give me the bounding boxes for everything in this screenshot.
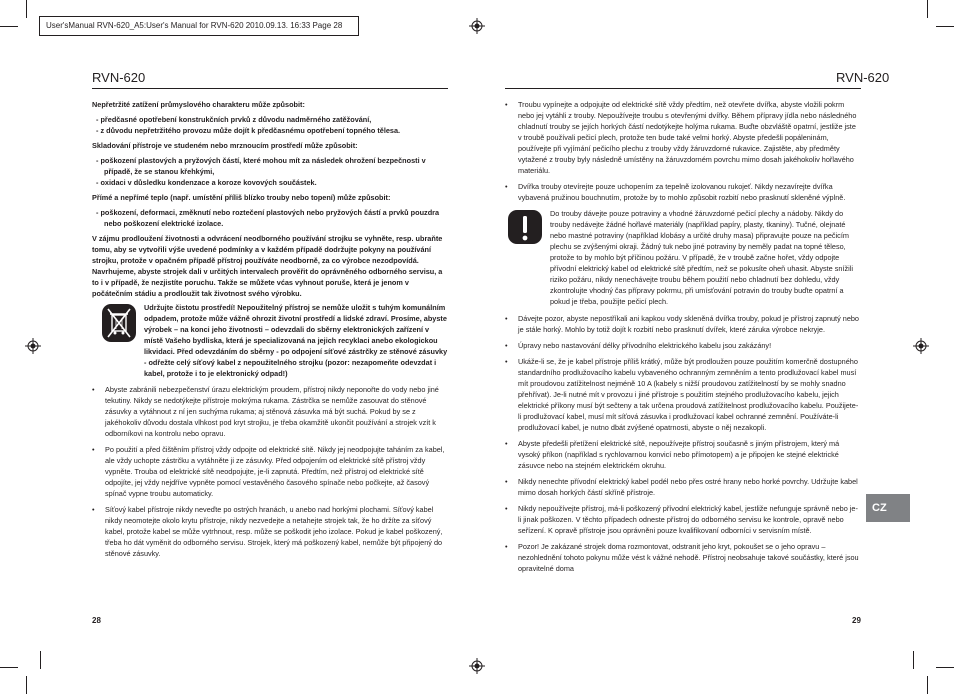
list-item: • Síťový kabel přístroje nikdy neveďte po ostrých hranách, u anebo nad horkými plochami. Síťový kabel nikdy neomotejte okolo krytu přístroje, nikdy nezvedejte a netahejte strojek tak, že ho držíte za síťový kabel, protože kabel se může vytrhnout, resp. může se poškodit jeho izolace. Pokud je kabel poškozený, třeba ho dát vyměnit do odborného servisu. Strojek, který má poškozený kabel, nemůže být připojený do stěnové zásuvky.	[92, 504, 448, 559]
file-info-header: User'sManual RVN-620_A5:User's Manual for RVN-620 2010.09.13. 16:33 Page 28	[39, 16, 359, 36]
registration-mark-icon	[469, 658, 485, 674]
p3-item: - poškození, deformaci, změknutí nebo roztečení plastových nebo pryžových částí a prvků pouzdra nebo poškození elektrické izolace.	[96, 208, 440, 228]
weee-note-text: Udržujte čistotu prostředí! Nepoužitelný přístroj se nemůže uložit s tuhým komunálním odpadem, protože může vážně ohrozit životní prostředí a lidské zdraví. Prosíme, abyste výrobek – na konci jeho životnosti – odevzdali do sběrny elektronických zařízení v místě Vašeho bydliska, která je specializovaná na jejich recyklaci anebo ekologickou likvidaci. Před odevzdáním do sběrny - po odpojení síťové zástrčky ze stěnové zásuvky - odřežte celý síťový kabel z nepoužitelného strojku (pozor: nezapomeňte odevzdat i kabel, protože i to je elektronický odpad!)	[144, 303, 448, 378]
crossed-bin-icon	[102, 302, 136, 344]
p3-title: Přímé a nepřímé teplo (např. umístění příliš blízko trouby nebo topení) může způsobit:	[92, 193, 391, 202]
crop-mark	[913, 651, 914, 669]
p1-item: - z důvodu nepřetržitého provozu může dojít k předčasnému opotřebení topného tělesa.	[96, 126, 401, 135]
crop-mark	[936, 26, 954, 27]
right-page-number: 29	[852, 616, 861, 625]
warning-note	[505, 208, 861, 307]
crop-mark	[936, 667, 954, 668]
registration-mark-icon	[469, 18, 485, 34]
list-item: • Ukáže-li se, že je kabel přístroje příliš krátký, může být prodloužen pouze použitím komerčně dostupného standardního prodlužovacího kabelu vybaveného ochranným zemněním a tento prodlužovací kabel musí mít proudovou zatížitelnost nejméně 10 A (kabely s nižší proudovou zatížitelností by se mohly snadno přehřívat). Je-li nutné mít v provozu i jiné přístroje s použitím stejného prodlužovacího kabelu, jejich elektrické příkony musí být sečteny a tak určena proudová zatížitelnost prodlužovacího kabelu. Použijete-li prodlužovací kabel, musí mít síťová zásuvka i prodlužovací kabel ochranné zemnění. Používáte-li prodlužovací kabel, je nutno dbát zvýšené opatrnosti, abyste o něj nezakopli.	[505, 356, 861, 433]
registration-mark-icon	[913, 338, 929, 354]
crop-mark	[26, 676, 27, 694]
p1-title: Nepřetržité zatížení průmyslového charakteru může způsobit:	[92, 100, 305, 109]
list-item: • Úpravy nebo nastavování délky přívodního elektrického kabelu jsou zakázány!	[505, 340, 861, 351]
p4-paragraph: V zájmu prodloužení životnosti a odvrácení neodborného používání strojku se vyhněte, resp. ubraňte tomu, aby se vytvořili výše uvedené podmínky a v každém případě dodržujte pokyny na používání strojku, protože v opačném případě přístroj používáte neodborně, za co výrobce nezodpovídá. Navrhujeme, abyste strojek dali v určitých intervalech prověřit do oprávněného odborného servisu, a to i v případě, že nezjistíte poruchu. Takže se můžete vćas vyhnout poruše, která je jenom v počátečním stádiu a prodloužit tak životnost svého výrobku.	[92, 234, 443, 298]
right-model-title: RVN-620	[836, 70, 890, 85]
list-item: • Nikdy nenechte přívodní elektrický kabel podél nebo přes ostré hrany nebo horké povrchy. Udržujte kabel mimo dosah horkých částí skříně přístroje.	[505, 476, 861, 498]
list-item: • Pozor! Je zakázané strojek doma rozmontovat, odstranit jeho kryt, pokoušet se o jeho opravu – nezohlednění tohoto pokynu může vést k vážné nehodě. Přístroj neobsahuje takové součástky, které jsou opravitelné doma	[505, 541, 861, 574]
p2-item: - poškození plastových a pryžových částí, které mohou mít za následek ohrožení bezpečnosti v případě, že se stanou křehkými,	[96, 156, 426, 176]
list-item: • Dvířka trouby otevírejte pouze uchopením za tepelně izolovanou rukojeť. Nikdy nezavírejte dvířka vybavená pružinou bouchnutím, protože by to mohlo způsobit rozbití nebo prasknutí skleněné výplně.	[505, 181, 861, 203]
p1-item: - předčasné opotřebení konstrukčních prvků z důvodu nadměrného zatěžování,	[96, 115, 372, 124]
weee-note	[92, 302, 448, 379]
crop-mark	[26, 0, 27, 18]
list-item: • Dávejte pozor, abyste nepostříkali ani kapkou vody skleněná dvířka trouby, pokud je přístroj zapnutý nebo je stále horký. Mohlo by totiž dojít k rozbití nebo prasknutí dvířek, které záruka výrobce nekryje.	[505, 313, 861, 335]
p2-title: Skladování přístroje ve studeném nebo mrznoucím prostředí může způsobit:	[92, 141, 358, 150]
registration-mark-icon	[25, 338, 41, 354]
list-item: • Troubu vypínejte a odpojujte od elektrické sítě vždy předtím, než otevřete dvířka, abyste vložili pokrm nebo jej vytáhli z trouby. Nepoužívejte troubu s otevřenými dvířky. Během přípravy jídla nebo následného chladnutí trouby se jejích horkých částí nedotýkejte holýma rukama. Buďte obzvláště opatrní, jestliže jste v troubě používali pečicí plech, protože ten bude také velmi horký. Abyste předešli popáleninám, používejte při vyjímání pečicího plechu z trouby vždy žáruvzdorné rukavice. Zajistěte, aby předměty vytažené z trouby byly následně umístěny na žáruvzdorném povrchu mimo dosah jakéhokoliv hořlavého materiálu.	[505, 99, 861, 176]
crop-mark	[0, 667, 18, 668]
crop-mark	[927, 676, 928, 694]
list-item: • Nikdy nepoužívejte přístroj, má-li poškozený přívodní elektrický kabel, jestliže nefunguje správně nebo je-li jinak poškozen. V těchto případech odneste přístroj do odborného servisu ke kontrole, opravě nebo seřízení. K opravě přístroje jsou oprávněni pouze kvalifikovaní odborníci v servisním místě.	[505, 503, 861, 536]
left-page-number: 28	[92, 616, 101, 625]
p2-item: - oxidaci v důsledku kondenzace a koroze kovových součástek.	[96, 178, 317, 187]
crop-mark	[40, 651, 41, 669]
warning-note-text: Do trouby dávejte pouze potraviny a vhodné žáruvzdorné pečicí plechy a nádoby. Nikdy do trouby nedávejte žádné hořlavé materiály (například papíry, plasty, tkaniny). Tučné, olejnaté nebo mastné potraviny (například klobásy a určité druhy masa) připravujte pouze na pečicím plechu se zvýšenými okraji. Žádný tuk nebo jiné potraviny by neměly padat na topné těleso, protože to by mohlo být příčinou požáru. V případě, že v troubě začne hořet, vždy odpojte přívodní elektrický kabel od elektrické sítě předtím, než se pokusíte oheň uhasit. Abyste snížili riziko požáru, nikdy nenechávejte troubu během použití nebo chladnutí bez dohledu, vždy zkontrolujte vhodný čas přípravy pokrmu, při umísťování potravin do trouby buďte opatrní a pokud je třeba, použijte pečicí plech.	[550, 209, 853, 306]
list-item: • Po použití a před čištěním přístroj vždy odpojte od elektrické sítě. Nikdy jej neodpojujte taháním za kabel, ale vždy uchopte zástrčku a vytáhněte ji ze zásuvky. Před odpojením od elektrické sítě přístroj vždy vypněte. Trouba od elektrické sítě neodpojujte, je-li zapnutá. Předtím, než přístroj od elektrické sítě odpojíte, jej vždy nejdříve vypněte pomocí vestavěného časového spínače nebo počkejte, až časový spínač vypne troubu automaticky.	[92, 444, 448, 499]
list-item: • Abyste předešli přetížení elektrické sítě, nepoužívejte přístroj současně s jiným přístrojem, který má vysoký příkon (například s rychlovarnou konvicí nebo přímotopem) a je připojen ke stejné elektrické zásuvce nebo na stejném elektrickém okruhu.	[505, 438, 861, 471]
left-model-title: RVN-620	[92, 70, 146, 85]
crop-mark	[927, 0, 928, 18]
right-page-content	[505, 99, 861, 579]
warning-icon	[508, 208, 542, 246]
right-header-rule	[505, 88, 861, 89]
language-tab: CZ	[866, 494, 910, 522]
left-header-rule	[92, 88, 448, 89]
list-item: • Abyste zabránili nebezpečenství úrazu elektrickým proudem, přístroj nikdy neponořte do vody nebo jiné tekutiny. Nikdy se nedotýkejte přístroje mokrýma rukama. Zástrčka se nemůže zasouvat do stěnové zásuvky a vytáhnout z ní jen suchýma rukama; aj stěnová zásuvka má být suchá. Pokud by se z jakéhokoliv důvodu dostala vlhkost pod kryt strojku, je třeba okamžitě ukončit používání a strojek vzít k odborníkovi na kontrolu nebo opravu.	[92, 384, 448, 439]
left-page-content	[92, 99, 448, 564]
crop-mark	[0, 26, 18, 27]
